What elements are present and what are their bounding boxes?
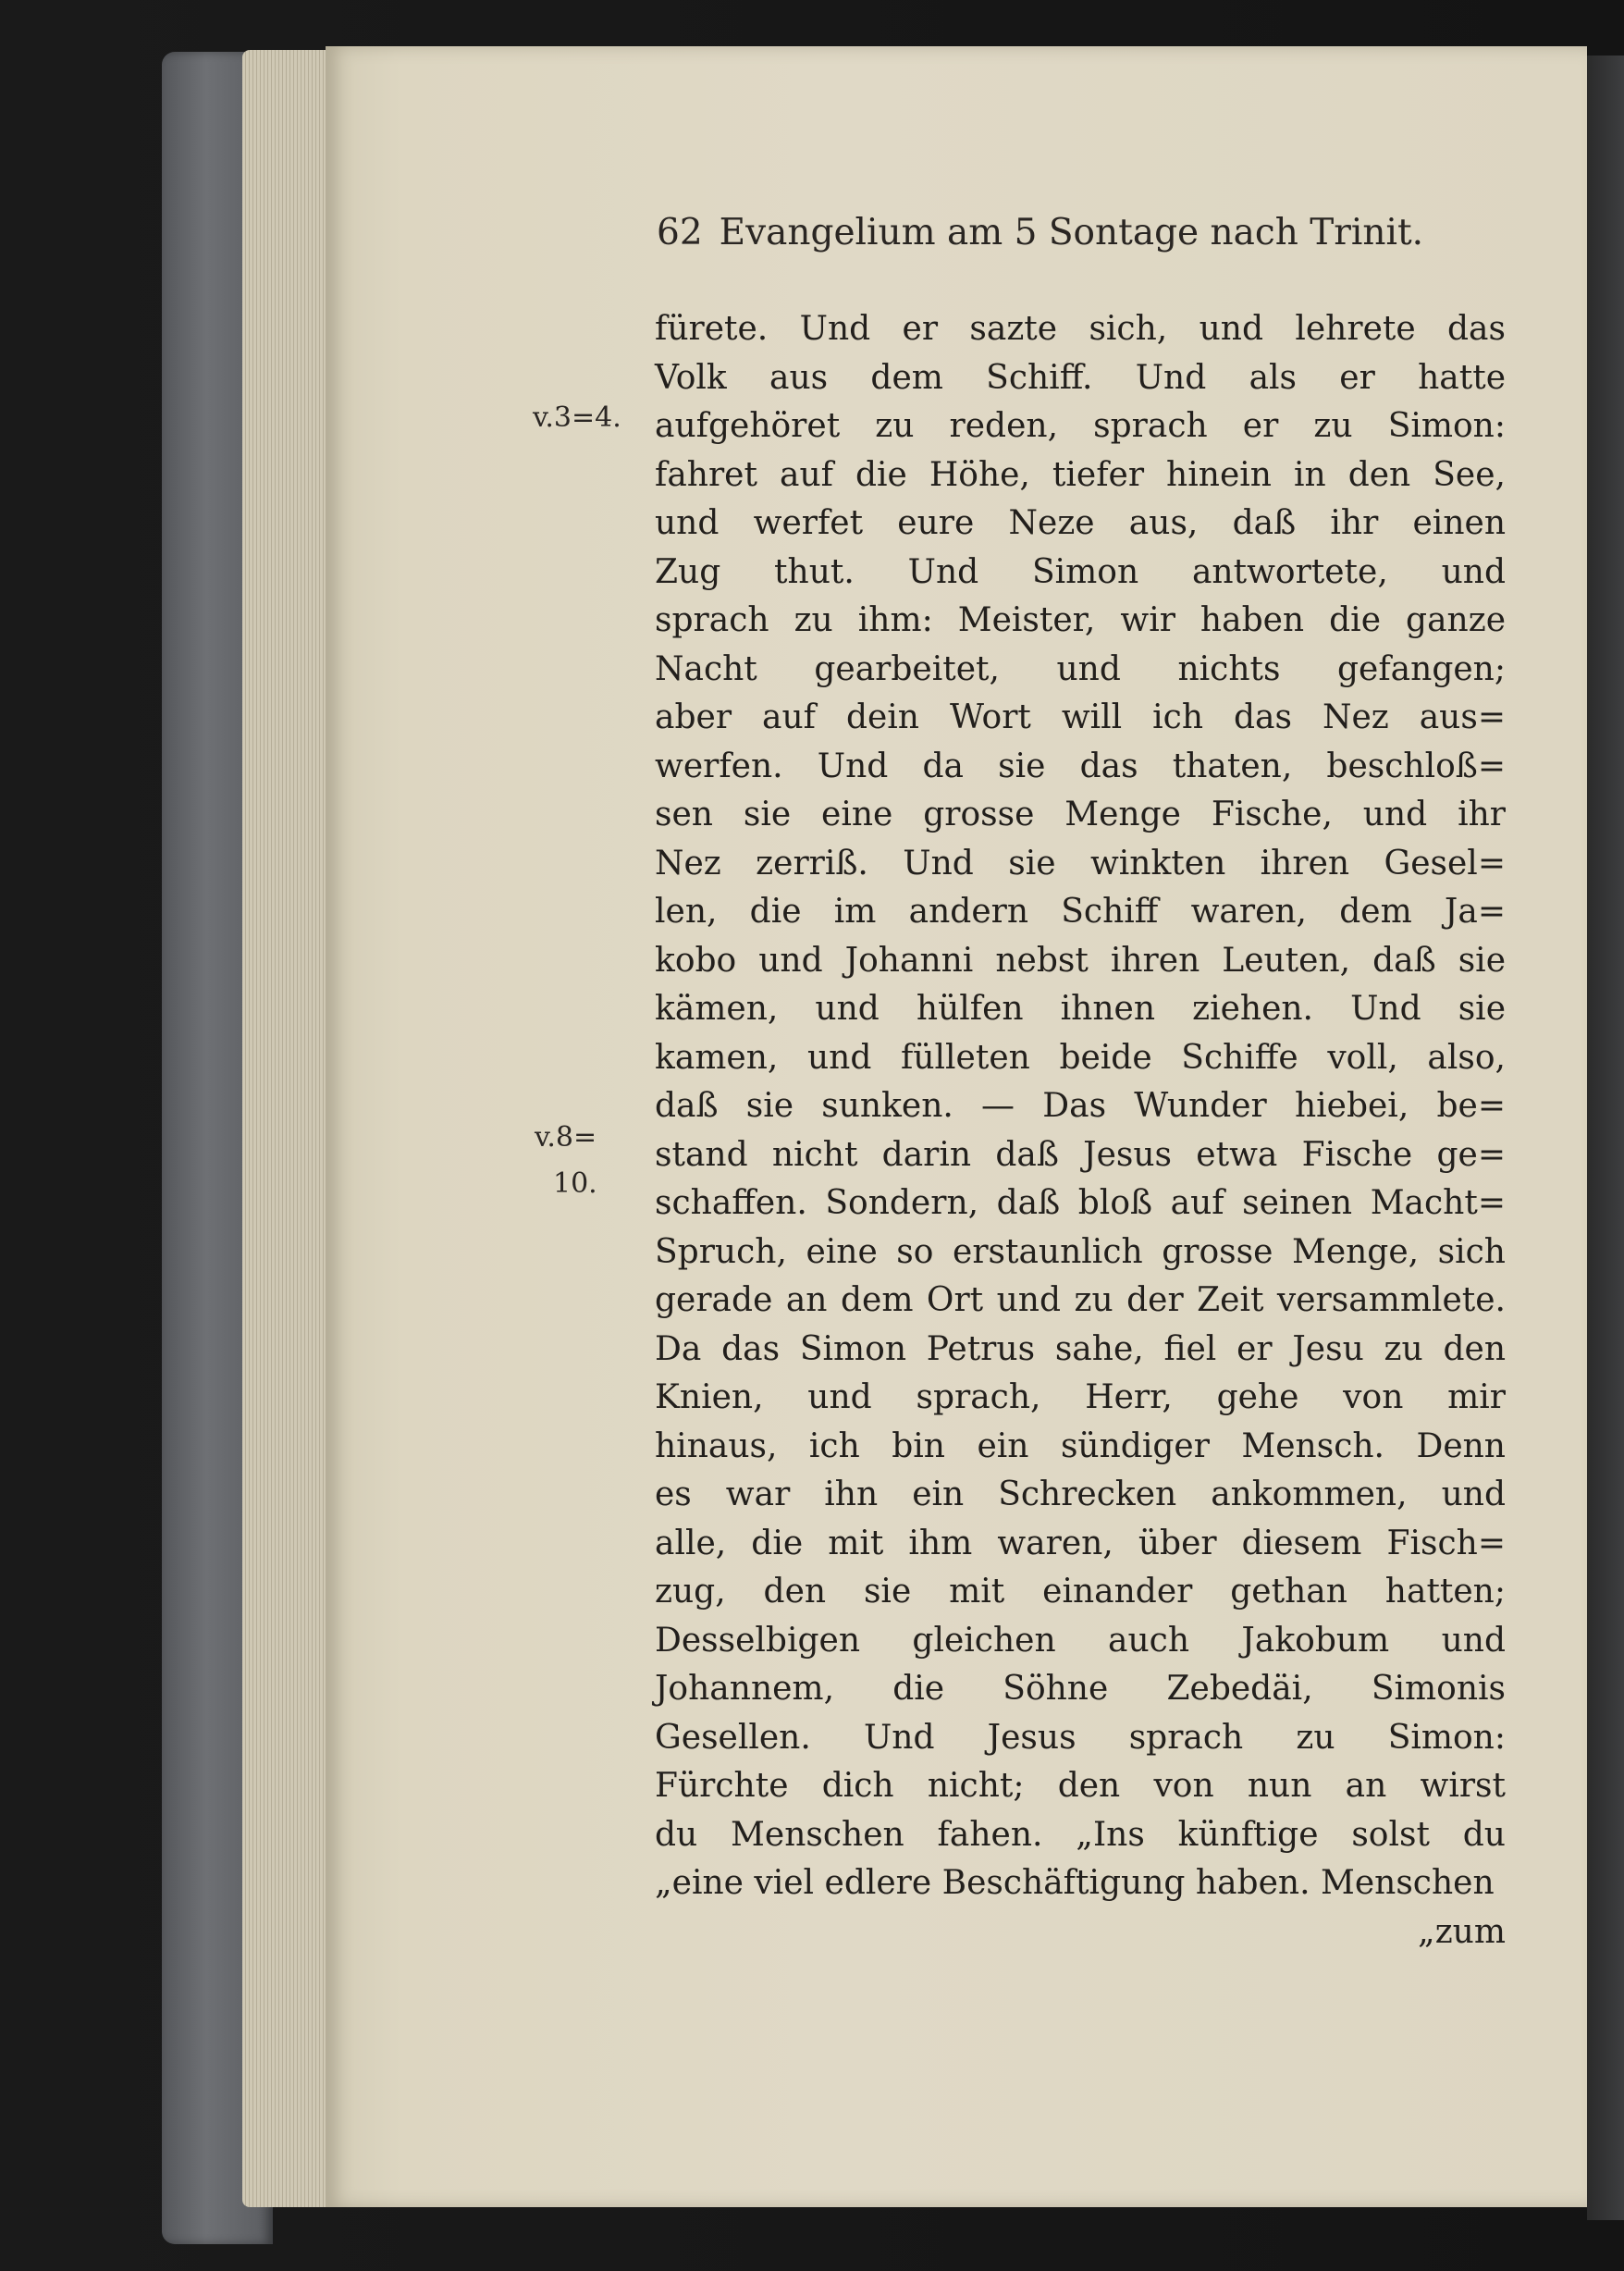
text-line: zug, den sie mit einander gethan hatten;: [655, 1573, 1506, 1611]
text-line: Knien, und sprach, Herr, gehe von mir: [655, 1378, 1506, 1416]
text-line: Fürchte dich nicht; den von nun an wirst: [655, 1767, 1506, 1805]
text-line: sprach zu ihm: Meister, wir haben die ganze: [655, 601, 1506, 639]
text-line: gerade an dem Ort und zu der Zeit versammlete.: [655, 1281, 1506, 1319]
margin-note-verse: v.8=: [535, 1121, 597, 1154]
text-line: aber auf dein Wort will ich das Nez aus=: [655, 698, 1506, 736]
running-head: [657, 205, 1500, 261]
text-line: fürete. Und er sazte sich, und lehrete das: [655, 310, 1506, 348]
text-line: Desselbigen gleichen auch Jakobum und: [655, 1621, 1506, 1660]
text-line: fahret auf die Höhe, tiefer hinein in den See,: [655, 455, 1506, 494]
text-line: Zug thut. Und Simon antwortete, und: [655, 552, 1506, 591]
page-number: 62: [657, 212, 703, 253]
catchword: „zum: [1418, 1912, 1506, 1951]
text-line: und werfet eure Neze aus, daß ihr einen: [655, 504, 1506, 542]
text-line: Nez zerriß. Und sie winkten ihren Gesel=: [655, 844, 1506, 882]
text-line: kämen, und hülfen ihnen ziehen. Und sie: [655, 990, 1506, 1028]
text-line: aufgehöret zu reden, sprach er zu Simon:: [655, 407, 1506, 445]
text-line: sen sie eine grosse Menge Fische, und ihr: [655, 796, 1506, 833]
margin-note-verse: 10.: [553, 1167, 597, 1200]
text-line: schaffen. Sondern, daß bloß auf seinen Macht=: [655, 1184, 1506, 1222]
text-line: Volk aus dem Schiff. Und als er hatte: [655, 358, 1506, 397]
text-line: kamen, und fülleten beide Schiffe voll, also,: [655, 1038, 1506, 1077]
page-edges: [242, 50, 335, 2207]
text-line: Gesellen. Und Jesus sprach zu Simon:: [655, 1718, 1506, 1757]
text-line: Nacht gearbeitet, und nichts gefangen;: [655, 649, 1506, 688]
text-line: daß sie sunken. — Das Wunder hiebei, be=: [655, 1087, 1506, 1125]
body-text: [655, 305, 1506, 1956]
text-line: Spruch, eine so erstaunlich grosse Menge, sich: [655, 1232, 1506, 1271]
text-line: werfen. Und da sie das thaten, beschloß=: [655, 747, 1506, 785]
text-line: stand nicht darin daß Jesus etwa Fische ge=: [655, 1135, 1506, 1174]
text-line: du Menschen fahen. „Ins künftige solst du: [655, 1815, 1506, 1854]
book-cover-right: [1587, 56, 1624, 2220]
text-line: es war ihn ein Schrecken ankommen, und: [655, 1475, 1506, 1513]
text-line: kobo und Johanni nebst ihren Leuten, daß sie: [655, 941, 1506, 980]
text-line: Johannem, die Söhne Zebedäi, Simonis: [655, 1670, 1506, 1708]
text-line: len, die im andern Schiff waren, dem Ja=: [655, 893, 1506, 931]
text-line: Da das Simon Petrus sahe, fiel er Jesu zu den: [655, 1329, 1506, 1368]
text-line: hinaus, ich bin ein sündiger Mensch. Denn: [655, 1426, 1506, 1465]
margin-note-verse: v.3=4.: [533, 401, 621, 434]
text-line: „eine viel edlere Beschäftigung haben. Menschen: [655, 1864, 1495, 1902]
text-line: alle, die mit ihm waren, über diesem Fisch=: [655, 1524, 1506, 1562]
page-title: Evangelium am 5 Sontage nach Trinit.: [719, 212, 1424, 253]
